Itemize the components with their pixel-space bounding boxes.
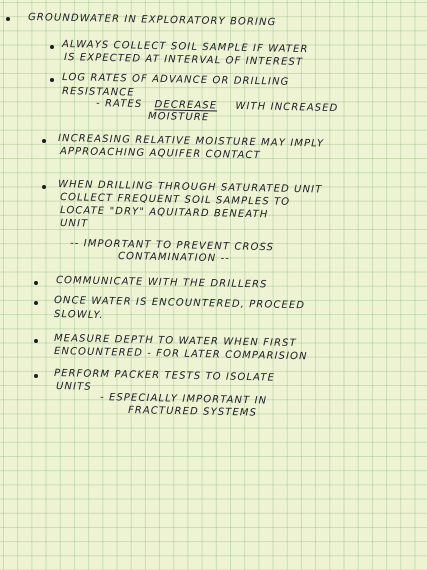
note-line: MEASURE DEPTH TO WATER WHEN FIRST xyxy=(53,333,297,350)
note-line: UNIT xyxy=(59,218,89,230)
note-line: SLOWLY. xyxy=(53,309,104,322)
page-title: GROUNDWATER IN EXPLORATORY BORING xyxy=(27,12,277,29)
note-line: APPROACHING AQUIFER CONTACT xyxy=(59,146,261,162)
sub-note-suffix: WITH INCREASED xyxy=(235,100,339,115)
title-bullet xyxy=(6,17,10,21)
item-bullet xyxy=(50,45,54,49)
sub-note-line: MOISTURE xyxy=(147,111,210,124)
sub-note-line xyxy=(96,98,339,115)
note-line: INCREASING RELATIVE MOISTURE MAY IMPLY xyxy=(57,133,325,150)
note-line: COLLECT FREQUENT SOIL SAMPLES TO xyxy=(59,192,291,208)
note-line: UNITS xyxy=(55,381,92,393)
note-line: ONCE WATER IS ENCOUNTERED, PROCEED xyxy=(53,295,306,312)
sub-note-prefix: - RATES xyxy=(95,98,143,110)
item-bullet xyxy=(34,339,38,343)
sub-note-line: -- IMPORTANT TO PREVENT CROSS xyxy=(69,238,275,254)
item-bullet xyxy=(42,139,46,143)
sub-note-keyword: DECREASE xyxy=(154,99,218,112)
sub-note-line: - ESPECIALLY IMPORTANT IN xyxy=(99,392,268,407)
note-line: COMMUNICATE WITH THE DRILLERS xyxy=(55,275,268,291)
sub-note-line: FRACTURED SYSTEMS xyxy=(127,405,258,419)
item-bullet xyxy=(34,281,38,285)
item-bullet xyxy=(34,374,38,378)
item-bullet xyxy=(50,78,54,82)
note-line: ALWAYS COLLECT SOIL SAMPLE IF WATER xyxy=(61,39,309,56)
item-bullet xyxy=(42,185,46,189)
note-line: WHEN DRILLING THROUGH SATURATED UNIT xyxy=(57,179,323,196)
sub-note-line: CONTAMINATION -- xyxy=(117,251,231,265)
note-line: LOG RATES OF ADVANCE OR DRILLING xyxy=(61,72,290,88)
note-line: IS EXPECTED AT INTERVAL OF INTEREST xyxy=(63,52,304,69)
note-line: LOCATE "DRY" AQUITARD BENEATH xyxy=(59,205,269,221)
note-line: RESISTANCE xyxy=(61,86,135,99)
note-line: PERFORM PACKER TESTS TO ISOLATE xyxy=(53,368,276,384)
item-bullet xyxy=(34,301,38,305)
note-line: ENCOUNTERED - FOR LATER COMPARISION xyxy=(53,346,308,363)
